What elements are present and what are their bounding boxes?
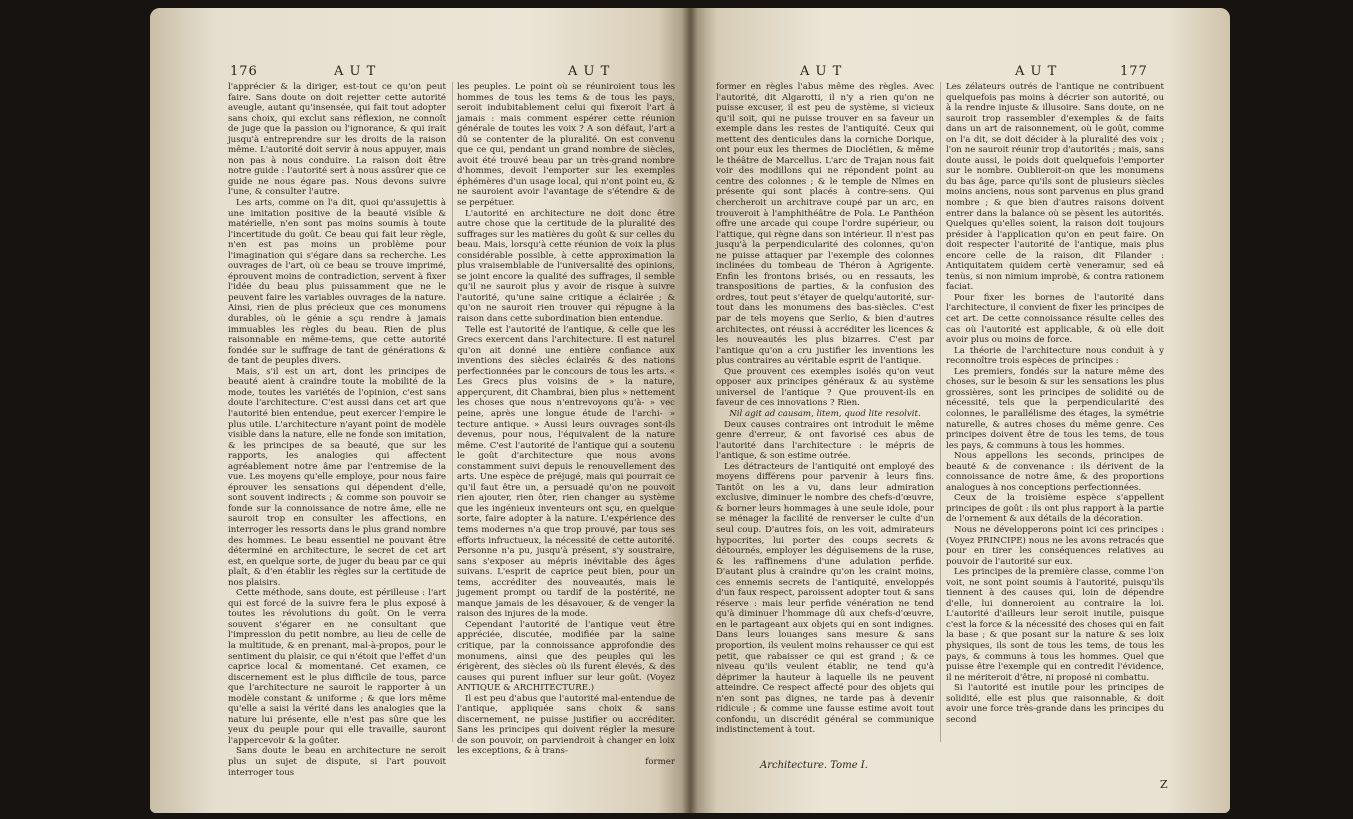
paragraph: Les détracteurs de l'antiquité ont employé des moyens différens pour parvenir à leurs fins. Tantôt on les a vu, dans leur admiration exclusive, diminuer le nombre des chefs-d'œuvre, & borner leurs hommages à une seule idole, pour se ménager la facilité de renverser le culte d'un seul coup. D'autres fois, on les voit, admirateurs hypocrites, lui porter des coups secrets & détournés, employer les déguisemens de la ruse, & les raffinemens d'une adulation perfide. D'autant plus à craindre qu'on les craint moins, ces ennemis secrets de l'antiquité, enveloppés d'un faux respect, paroissent adopter tout & sans réserve : mais leur perfide vénération ne tend qu'à diminuer l'hommage dû aux chefs-d'œuvre, en le partageant aux objets qui en sont indignes. Dans leurs louanges sans mesure & sans proportion, ils veulent moins rehausser ce qui est petit, que rabaisser ce qui est grand ; & ce niveau qu'ils veulent établir, ne tend qu'à déprimer la hauteur à laquelle ils ne peuvent atteindre. Ce respect affecté pour des objets qui n'en sont pas dignes, ne tarde pas à devenir ridicule ; & comme une fausse estime avoit tout confondu, un discrédit général se communique indistinctement à tout.: [716, 461, 934, 736]
right-page-column-1: [716, 82, 934, 736]
paragraph: L'autorité en architecture ne doit donc être autre chose que la certitude de la pluralité des suffrages sur les matières du goût & sur celles du beau. Mais, lorsqu'à cette réunion de voix la plus considérable possible, à cette approximation la plus vraisemblable de l'universalité des opinions, se joint encore la qualité des suffrages, il semble qu'il ne sauroit plus y avoir de risque à suivre l'autorité, qu'une saine critique a éclairée ; & qu'on ne sauroit rien trouver qui répugne à la raison dans cette subordination bien entendue.: [457, 208, 675, 325]
paragraph: Pour fixer les bornes de l'autorité dans l'architecture, il convient de fixer les principes de cet art. De cette connoissance résulte celles des cas où l'autorité est applicable, & où elle doit avoir plus ou moins de force.: [946, 292, 1164, 346]
left-page-number: 176: [230, 64, 258, 79]
left-running-head: [150, 64, 690, 82]
right-page: [690, 8, 1230, 813]
paragraph: Les principes de la première classe, comme l'on voit, ne sont point soumis à l'autorité, puisqu'ils tiennent à des causes qui, loin de dépendre d'elle, lui donneroient au contraire la loi. L'autorité d'ailleurs leur seroit inutile, puisque c'est la force & la nécessité des choses qui en fait la base ; & que posant sur la nature & ses loix physiques, ils sont de tous les tems, de tous les pays, & communs à tous les hommes. Quel que puisse être l'exemple qui en contredit l'évidence, il ne mériteroit d'être, ni proposé ni combattu.: [946, 567, 1164, 683]
paragraph: Les arts, comme on l'a dit, quoi qu'assujettis à une imitation positive de la beauté visible & matérielle, n'en sont pas moins soumis à toute l'incertitude du goût. Ce beau qui fait leur règle, n'en est pas moins un problème pour l'imagination qui s'égare dans sa recherche. Les ouvrages de l'art, où ce beau se trouve imprimé, éprouvent moins de contradiction, servent à fixer l'idée du beau plus puissamment que ne le peuvent faire les variables ouvrages de la nature. Ainsi, rien de plus précieux que ces monumens durables, où le génie a sçu rendre à jamais immuables les règles du beau. Rien de plus raisonnable en même-tems, que cette autorité fondée sur le suffrage de tant de générations & de tant de peuples divers.: [228, 198, 446, 367]
catchword: former: [645, 757, 675, 767]
paragraph: Si l'autorité est inutile pour les principes de solidité, elle est plus que raisonnable, & doit avoir une force très-grande dans les principes du second: [946, 683, 1164, 725]
paragraph: Les zélateurs outrés de l'antique ne contribuent quelquefois pas moins à décrier son autorité, ou à la rendre injuste & illusoire. Sans doute, on ne sauroit trop rassembler d'exemples & de faits dans un art de raisonnement, où le goût, comme on l'a dit, se doit décider à la pluralité des voix ; l'on ne sauroit réunir trop d'autorités ; mais, sans doute aussi, le poids doit quelquefois l'emporter sur le nombre. Oublieroit-on que les monumens du bas âge, parce qu'ils sont de plusieurs siècles moins anciens, nous sont parvenus en plus grand nombre ; & que bien d'autres raisons doivent entrer dans la balance où se pèsent les autorités. Quelques qu'elles soient, la raison doit toujours présider à l'application qu'on en peut faire. On doit respecter l'autorité de l'antique, mais plus encore celle de la raison, dit Filander : Antiquitatem quidem certè veneramur, sed eâ tenùs, si non nimium improbè, & contra rationem faciat.: [946, 82, 1164, 293]
paragraph: La théorie de l'architecture nous conduit à y reconnoître trois espèces de principes :: [946, 345, 1164, 367]
paragraph: Il est peu d'abus que l'autorité mal-entendue de l'antique, appliquée sans choix & sans discernement, ne puisse justifier ou accréditer. Sans les principes qui doivent régler la mesure de son pouvoir, on parviendroit à changer en loix les exceptions, & à trans-: [457, 693, 675, 757]
right-running-head: [690, 64, 1230, 82]
column-rule: [452, 82, 453, 742]
column-rule: [940, 82, 941, 742]
left-head-word-2: A U T: [568, 64, 611, 79]
paragraph: Ceux de la troisième espèce s'appellent principes de goût : ils ont plus rapport à la partie de l'ornement & aux détails de la décoration.: [946, 493, 1164, 525]
left-head-word-1: A U T: [334, 64, 377, 79]
paragraph: former en règles l'abus même des règles. Avec l'autorité, dit Algarotti, il n'y a rien qu'on ne puisse excuser, il est peu de système, si vicieux qu'il soit, qui ne puisse trouver en sa faveur un exemple dans les restes de l'antiquité. Ceux qui mettent des denticules dans la corniche Dorique, ont pour eux les thermes de Dioclétien, & même le théâtre de Marcellus. L'arc de Trajan nous fait voir des modillons qui ne répondent point au centre des colonnes ; & le temple de Nîmes en présente qui sont placés à contre-sens. Qui chercheroit un architrave coupé par un arc, en trouveroit à l'amphithéâtre de Pola. Le Panthéon offre une arcade qui coupe l'ordre supérieur, ou l'attique, qui règne dans son intérieur. Il n'est pas jusqu'à la perpendicularité des colonnes, qu'on ne puisse attaquer par l'exemple des colonnes inclinées du tombeau de Théron à Agrigente. Enfin les frontons brisés, ou en ressauts, les transpositions de parties, & la confusion des ordres, tout peut s'étayer de quelqu'autorité, sur-tout dans les monumens des bas-siècles. C'est par de tels moyens que Serlio, & bien d'autres architectes, ont réussi à accréditer les licences & les nouveautés les plus bizarres. C'est par l'antique qu'on a cru justifier les inventions les plus contraires au véritable esprit de l'antique.: [716, 82, 934, 367]
right-head-word-2: A U T: [1015, 64, 1058, 79]
paragraph: Telle est l'autorité de l'antique, & celle que les Grecs exercent dans l'architecture. Il est naturel qu'on ait donné une entière confiance aux inventions des siècles éclairés & des nations perfectionnées par le concours de tous les arts. « Les Grecs plus voisins de » la nature, apperçurent, dit Chambrai, bien plus » nettement les choses que nous n'entrevoyons qu'à- » vec peine, après une longue étude de l'archi- » tecture antique. » Aussi leurs ouvrages sont-ils devenus, pour nous, l'équivalent de la nature même. C'est l'autorité de l'antique qui a soutenu le goût d'architecture que nous avons constamment suivi depuis le renouvellement des arts. Une espèce de préjugé, mais qui pourrait ce qu'il faut être un, a persuadé qu'on ne pouvoit rien ajouter, rien ôter, rien changer au système que les ingénieux inventeurs ont sçu, en quelque sorte, faire adopter à la nature. L'expérience des tems modernes n'a que trop prouvé, par tous ses efforts infructueux, la nécessité de cette autorité. Personne n'a pu, jusqu'à présent, s'y soustraire, sans s'exposer au mépris inévitable des âges suivans. L'esprit de caprice peut bien, pour un tems, accréditer des nouveautés, mais le jugement prompt ou tardif de la postérité, ne manque jamais de les désavouer, & de venger la raison des injures de la mode.: [457, 324, 675, 620]
paragraph: Sans doute le beau en architecture ne seroit plus un sujet de dispute, si l'art pouvoit interroger tous: [228, 746, 446, 778]
paragraph: Que prouvent ces exemples isolés qu'on veut opposer aux principes généraux & au système universel de l'antique ? Que prouvent-ils en faveur de ces innovations ? Rien.: [716, 366, 934, 409]
quotation: Nil agit ad causam, litem, quod lite resolvit.: [729, 408, 921, 419]
book-gutter: [682, 8, 698, 813]
right-head-word-1: A U T: [800, 64, 843, 79]
paragraph: Deux causes contraires ont introduit le même genre d'erreur, & ont favorisé ces abus de l'autorité dans l'architecture : le mépris de l'antique, & son estime outrée.: [716, 419, 934, 462]
paragraph: Cependant l'autorité de l'antique veut être appréciée, discutée, modifiée par la saine critique, par la connoissance approfondie des monumens, ainsi que des peuples qui les érigèrent, des siècles où ils furent élevés, & des causes qui purent influer sur leur goût. (Voyez ANTIQUE & ARCHITECTURE.): [457, 619, 675, 694]
left-page-column-2: [457, 82, 675, 768]
signature-mark: Z: [1160, 778, 1168, 791]
right-page-column-2: [946, 82, 1164, 725]
paragraph: Les premiers, fondés sur la nature même des choses, sur le besoin & sur les sensations les plus grossières, sont les principes de solidité ou de nécessité, tels que la perpendicularité des colonnes, le parallélisme des étages, la symétrie naturelle, & autres choses du même genre. Ces principes doivent être de tous les tems, de tous les pays, & communs à tous les hommes.: [946, 366, 1164, 451]
right-page-number: 177: [1120, 64, 1148, 79]
paragraph: Nous ne développerons point ici ces principes : (Voyez PRINCIPE) nous ne les avons retracés que pour en tirer les conséquences relatives au pouvoir de l'autorité sur eux.: [946, 524, 1164, 567]
page-footer: Architecture. Tome I.: [760, 760, 868, 771]
open-book: [150, 8, 1230, 813]
paragraph: Mais, s'il est un art, dont les principes de beauté aient à craindre toute la mobilité de la mode, toutes les variétés de l'opinion, c'est sans doute l'architecture. C'est aussi dans cet art que l'autorité bien entendue, peut exercer l'empire le plus utile. L'architecture n'ayant point de modèle visible dans la nature, elle ne fonde son imitation, & les principes de sa beauté, que sur les rapports, les analogies qui affectent agréablement notre âme par l'entremise de la vue. Les moyens qu'elle employe, pour nous faire éprouver les sensations qui dépendent d'elle, sont souvent indirects ; & comme son pouvoir se fonde sur la connoissance de notre âme, elle ne sauroit trop en consulter les affections, en interroger les ressorts dans le plus grand nombre des hommes. Le beau essentiel ne pouvant être déterminé en architecture, le secret de cet art est, en quelque sorte, de juger du beau par ce qui plaît, & d'en établir les règles sur la certitude de nos plaisirs.: [228, 366, 446, 588]
paragraph: les peuples. Le point où se réuniroient tous les hommes de tous les tems & de tous les pays, seroit indubitablement celui qui fixeroit l'art à jamais : mais comment espérer cette réunion générale de toutes les voix ? A son défaut, l'art a dû se contenter de la pluralité. On est convenu que ce qui, pendant un grand nombre de siècles, avoit été trouvé beau par un très-grand nombre d'hommes, devoit l'emporter sur les exemples éphémères d'un usage local, qui n'ont point eu, & ne sauroient avoir l'avantage de s'étendre & de se perpétuer.: [457, 82, 675, 209]
paragraph: Cette méthode, sans doute, est périlleuse : l'art qui est forcé de la suivre fera le plus exposé à toutes les révolutions du goût. On le verra souvent s'égarer en ne consultant que l'impression du petit nombre, au lieu de celle de la multitude, & en prenant, mal-à-propos, pour le sentiment du plaisir, ce qui n'étoit que l'effet d'un caprice local & momentané. Cet examen, ce discernement est le plus difficile de tous, parce que l'architecture ne sauroit le rapporter à un modèle constant & uniforme ; & que lors même qu'elle a saisi la vérité dans les analogies que la nature lui présente, elle n'est pas sûre que les yeux du peuple pour qui elle travaille, sauront l'appercevoir & la goûter.: [228, 588, 446, 746]
paragraph: Nous appellons les seconds, principes de beauté & de convenance : ils dérivent de la connoissance de notre âme, & des proportions analogues à nos conceptions perfectionnées.: [946, 451, 1164, 493]
left-page-column-1: [228, 82, 446, 778]
left-page: [150, 8, 690, 813]
paragraph: l'apprécier & la diriger, est-tout ce qu'on peut faire. Sans doute on doit rejetter cette autorité aveugle, autant qu'insensée, qui fait tout adopter sans choix, qui exclut sans réflexion, ne connoît de juge que la passion ou l'ignorance, & qui irait jusqu'à entreprendre sur les droits de la raison même. L'autorité doit servir à nous appuyer, mais non pas à nous conduire. La raison doit être notre guide : l'autorité sert à nous assûrer que ce guide ne nous égare pas. Nous devons suivre l'une, & consulter l'autre.: [228, 82, 446, 198]
